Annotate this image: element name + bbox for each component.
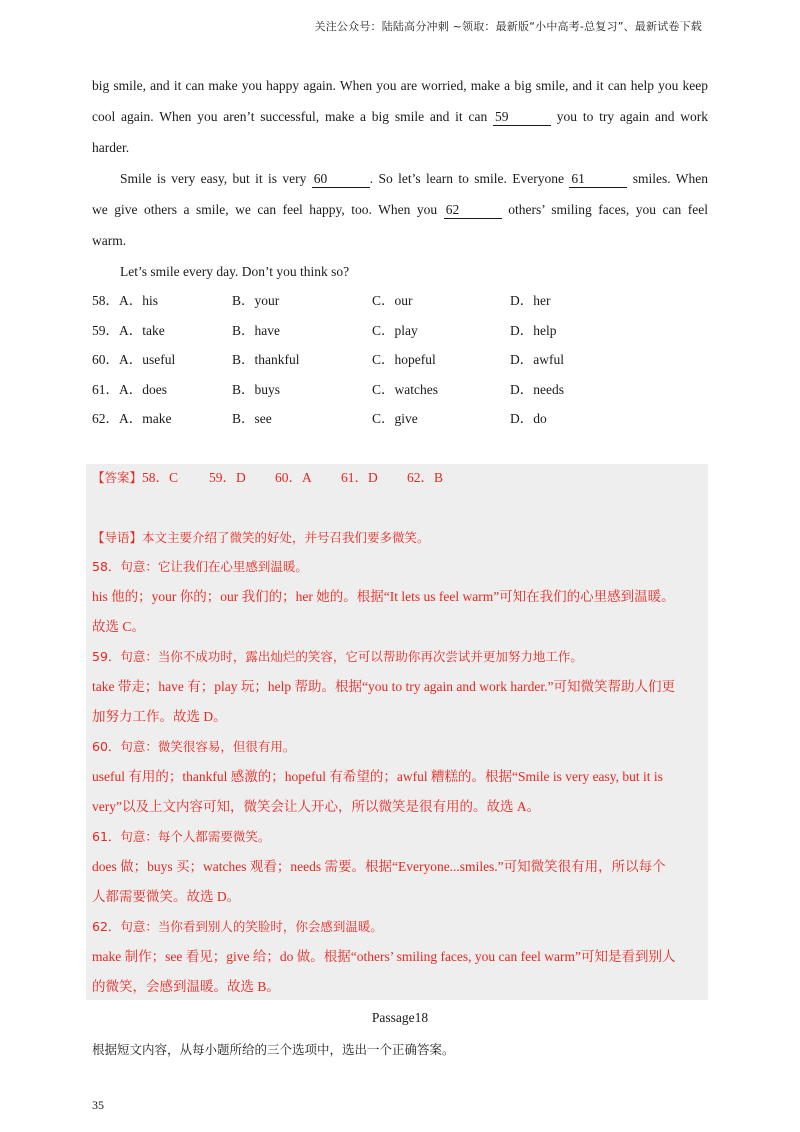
option-d: D．awful: [510, 352, 564, 367]
q58-translation: 58．句意：它让我们在心里感到温暖。: [92, 559, 308, 574]
reading-passage: [92, 70, 708, 287]
question-row-60: [92, 345, 652, 375]
option-c: C．give: [372, 411, 418, 426]
answer-item: 62．B: [407, 470, 444, 485]
passage-line: warm.: [92, 233, 127, 248]
page-number: 35: [92, 1098, 104, 1112]
option-b: B．your: [232, 293, 280, 308]
q60-conclusion: very”以及上文内容可知，微笑会让人开心，所以微笑是很有用的。故选 A。: [92, 799, 541, 814]
question-row-59: [92, 316, 652, 346]
q60-translation: 60．句意：微笑很容易，但很有用。: [92, 739, 296, 754]
q61-conclusion: 人都需要微笑。故选 D。: [92, 889, 241, 904]
blank-59: 59: [493, 109, 551, 126]
guide-text: 【导语】本文主要介绍了微笑的好处，并号召我们要多微笑。: [92, 530, 430, 545]
q59-conclusion: 加努力工作。故选 D。: [92, 709, 227, 724]
option-d: D．do: [510, 411, 547, 426]
blank-62: 62: [444, 202, 502, 219]
header-text: 关注公众号：陆陆高分冲刺 ~领取：最新版“小中高考-总复习”、最新试卷下载: [314, 20, 702, 33]
question-row-58: [92, 286, 652, 316]
instruction-text: 根据短文内容，从每小题所给的三个选项中，选出一个正确答案。: [92, 1042, 455, 1057]
option-a: 59．A．take: [92, 322, 165, 338]
page-header: [315, 18, 702, 34]
passage-title: Passage18: [371, 1010, 429, 1025]
option-a: 60．A．useful: [92, 352, 176, 367]
question-row-61: [92, 375, 652, 405]
q62-explanation: make 制作；see 看见；give 给；do 做。根据“others’ smiling faces, you can feel warm”可知是看到别人: [92, 949, 676, 964]
q61-translation: 61．句意：每个人都需要微笑。: [92, 829, 271, 844]
option-c: C．watches: [372, 381, 438, 397]
q59-translation: 59．句意：当你不成功时，露出灿烂的笑容，它可以帮助你再次尝试并更加努力地工作。: [92, 649, 583, 664]
passage-line: big smile, and it can make you happy again. When you are worried, make a big smile, and it can help you keep: [92, 78, 708, 93]
passage-line: Let’s smile every day. Don’t you think so?: [120, 264, 350, 279]
q58-explanation: his 他的；your 你的；our 我们的；her 她的。根据“It lets us feel warm”可知在我们的心里感到温暖。: [92, 589, 675, 604]
option-c: C．play: [372, 322, 418, 338]
option-b: B．thankful: [232, 352, 300, 367]
answer-key: [92, 468, 708, 488]
q61-explanation: does 做；buys 买；watches 观看；needs 需要。根据“Everyone...smiles.”可知微笑很有用，所以每个: [92, 859, 666, 874]
option-b: B．buys: [232, 381, 281, 397]
answer-item: 60．A: [275, 470, 312, 485]
passage-line: harder.: [92, 140, 130, 155]
option-a: 62．A．make: [92, 411, 172, 426]
option-b: B．see: [232, 411, 272, 426]
blank-61: 61: [569, 171, 627, 188]
option-a: 61．A．does: [92, 381, 167, 397]
answer-label: 【答案】: [92, 470, 143, 485]
q58-conclusion: 故选 C。: [92, 619, 145, 634]
option-c: C．our: [372, 293, 413, 308]
blank-60: 60: [312, 171, 370, 188]
question-options: [92, 286, 652, 434]
q62-conclusion: 的微笑，会感到温暖。故选 B。: [92, 979, 280, 994]
answer-item: 59．D: [209, 470, 246, 485]
option-a: 58．A．his: [92, 293, 159, 308]
passage-line: Smile is very easy, but it is very 60 . So let’s learn to smile. Everyone 61 smiles. When: [120, 171, 709, 186]
option-d: D．help: [510, 322, 557, 338]
q62-translation: 62．句意：当你看到别人的笑脸时，你会感到温暖。: [92, 919, 383, 934]
answer-item: 61．D: [341, 470, 378, 485]
option-d: D．needs: [510, 381, 564, 397]
q59-explanation: take 带走；have 有；play 玩；help 帮助。根据“you to try again and work harder.”可知微笑帮助人们更: [92, 679, 676, 694]
question-row-62: [92, 404, 652, 434]
q60-explanation: useful 有用的；thankful 感激的；hopeful 有希望的；awful 糟糕的。根据“Smile is very easy, but it is: [92, 769, 663, 784]
passage-line: we give others a smile, we can feel happy, too. When you 62 others’ smiling faces, you can feel: [92, 202, 709, 217]
option-c: C．hopeful: [372, 352, 436, 367]
answer-item: 58．C: [142, 470, 179, 485]
option-b: B．have: [232, 322, 280, 338]
option-d: D．her: [510, 293, 551, 308]
passage-line: cool again. When you aren’t successful, make a big smile and it can 59 you to try again and work: [92, 109, 708, 124]
